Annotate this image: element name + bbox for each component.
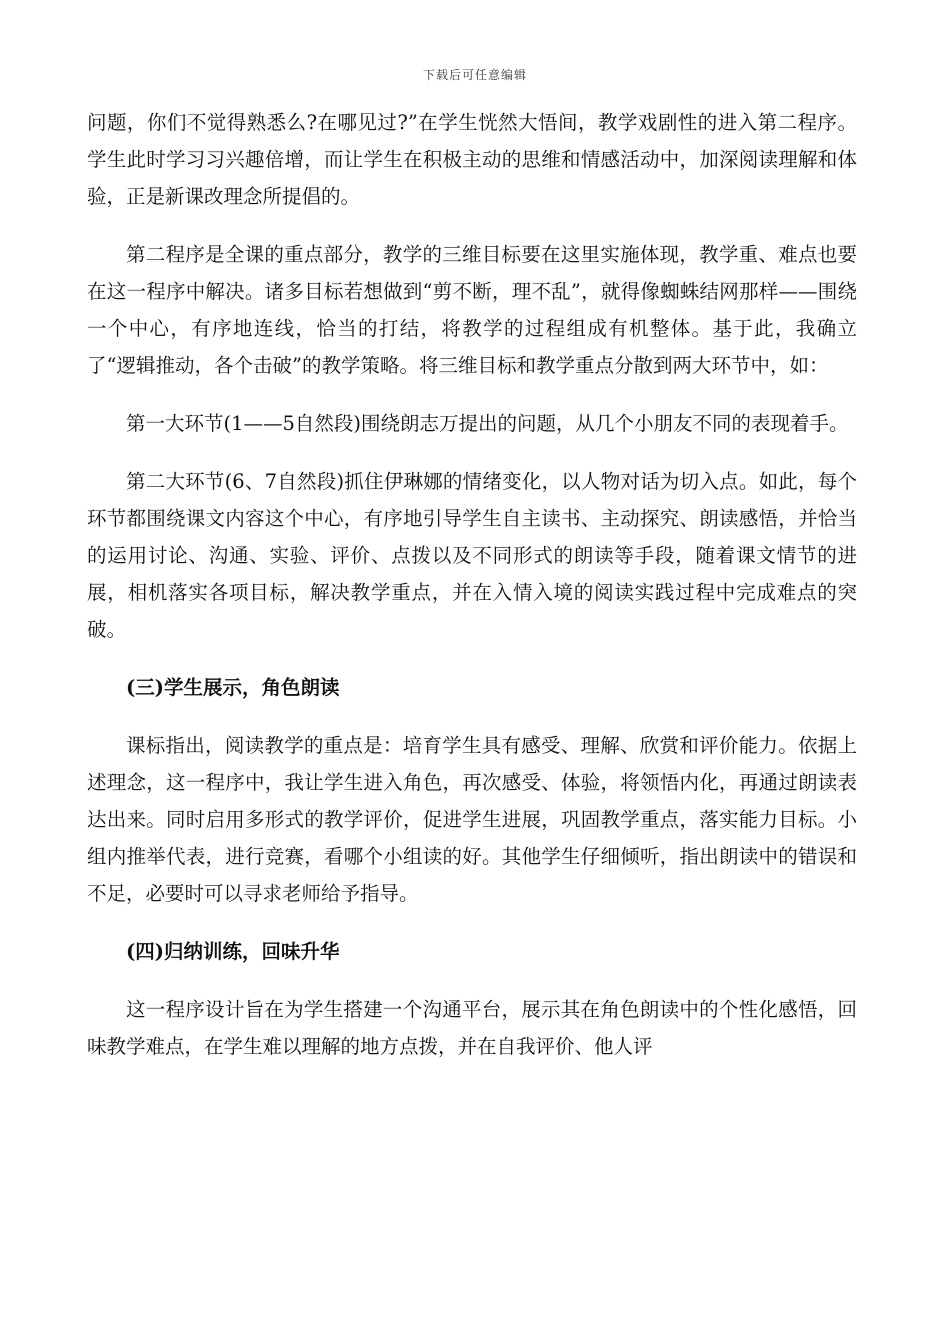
section-heading-3: (三)学生展示，角色朗读 (126, 676, 340, 699)
section-heading-4: (四)归纳训练，回味升华 (126, 940, 340, 963)
paragraph-4: 第二大环节(6、7自然段)抓住伊琳娜的情绪变化，以人物对话为切入点。如此，每个环节都围绕课文内容这个中心，有序地引导学生自主读书、主动探究、朗读感悟，并恰当的运用讨论、沟通、实验、评价、点拨以及不同形式的朗读等手段，随着课文情节的进展，相机落实各项目标，解决教学重点，并在入情入境的阅读实践过程中完成难点的突破。 (87, 470, 857, 641)
paragraph-3: 第一大环节(1——5自然段)围绕朗志万提出的问题，从几个小朋友不同的表现着手。 (126, 412, 849, 435)
paragraph-5: 课标指出，阅读教学的重点是：培育学生具有感受、理解、欣赏和评价能力。依据上述理念，这一程序中，我让学生进入角色，再次感受、体验，将领悟内化，再通过朗读表达出来。同时启用多形式的教学评价，促进学生进展，巩固教学重点，落实能力目标。小组内推举代表，进行竞赛，看哪个小组读的好。其他学生仔细倾听，指出朗读中的错误和不足，必要时可以寻求老师给予指导。 (87, 734, 857, 905)
paragraph-6: 这一程序设计旨在为学生搭建一个沟通平台，展示其在角色朗读中的个性化感悟，回味教学难点，在学生难以理解的地方点拨，并在自我评价、他人评 (87, 998, 857, 1058)
paragraph-2: 第二程序是全课的重点部分，教学的三维目标要在这里实施体现，教学重、难点也要在这一程序中解决。诸多目标若想做到“剪不断，理不乱”，就得像蜘蛛结网那样——围绕一个中心，有序地连线，恰当的打结，将教学的过程组成有机整体。基于此，我确立了“逻辑推动，各个击破”的教学策略。将三维目标和教学重点分散到两大环节中，如： (87, 243, 857, 377)
paragraph-1: 问题，你们不觉得熟悉么?在哪见过?”在学生恍然大悟间，教学戏剧性的进入第二程序。学生此时学习习兴趣倍增，而让学生在积极主动的思维和情感活动中，加深阅读理解和体验，正是新课改理念所提倡的。 (87, 111, 857, 208)
document-body (87, 104, 857, 1086)
page-header: 下载后可任意编辑 (422, 68, 527, 82)
